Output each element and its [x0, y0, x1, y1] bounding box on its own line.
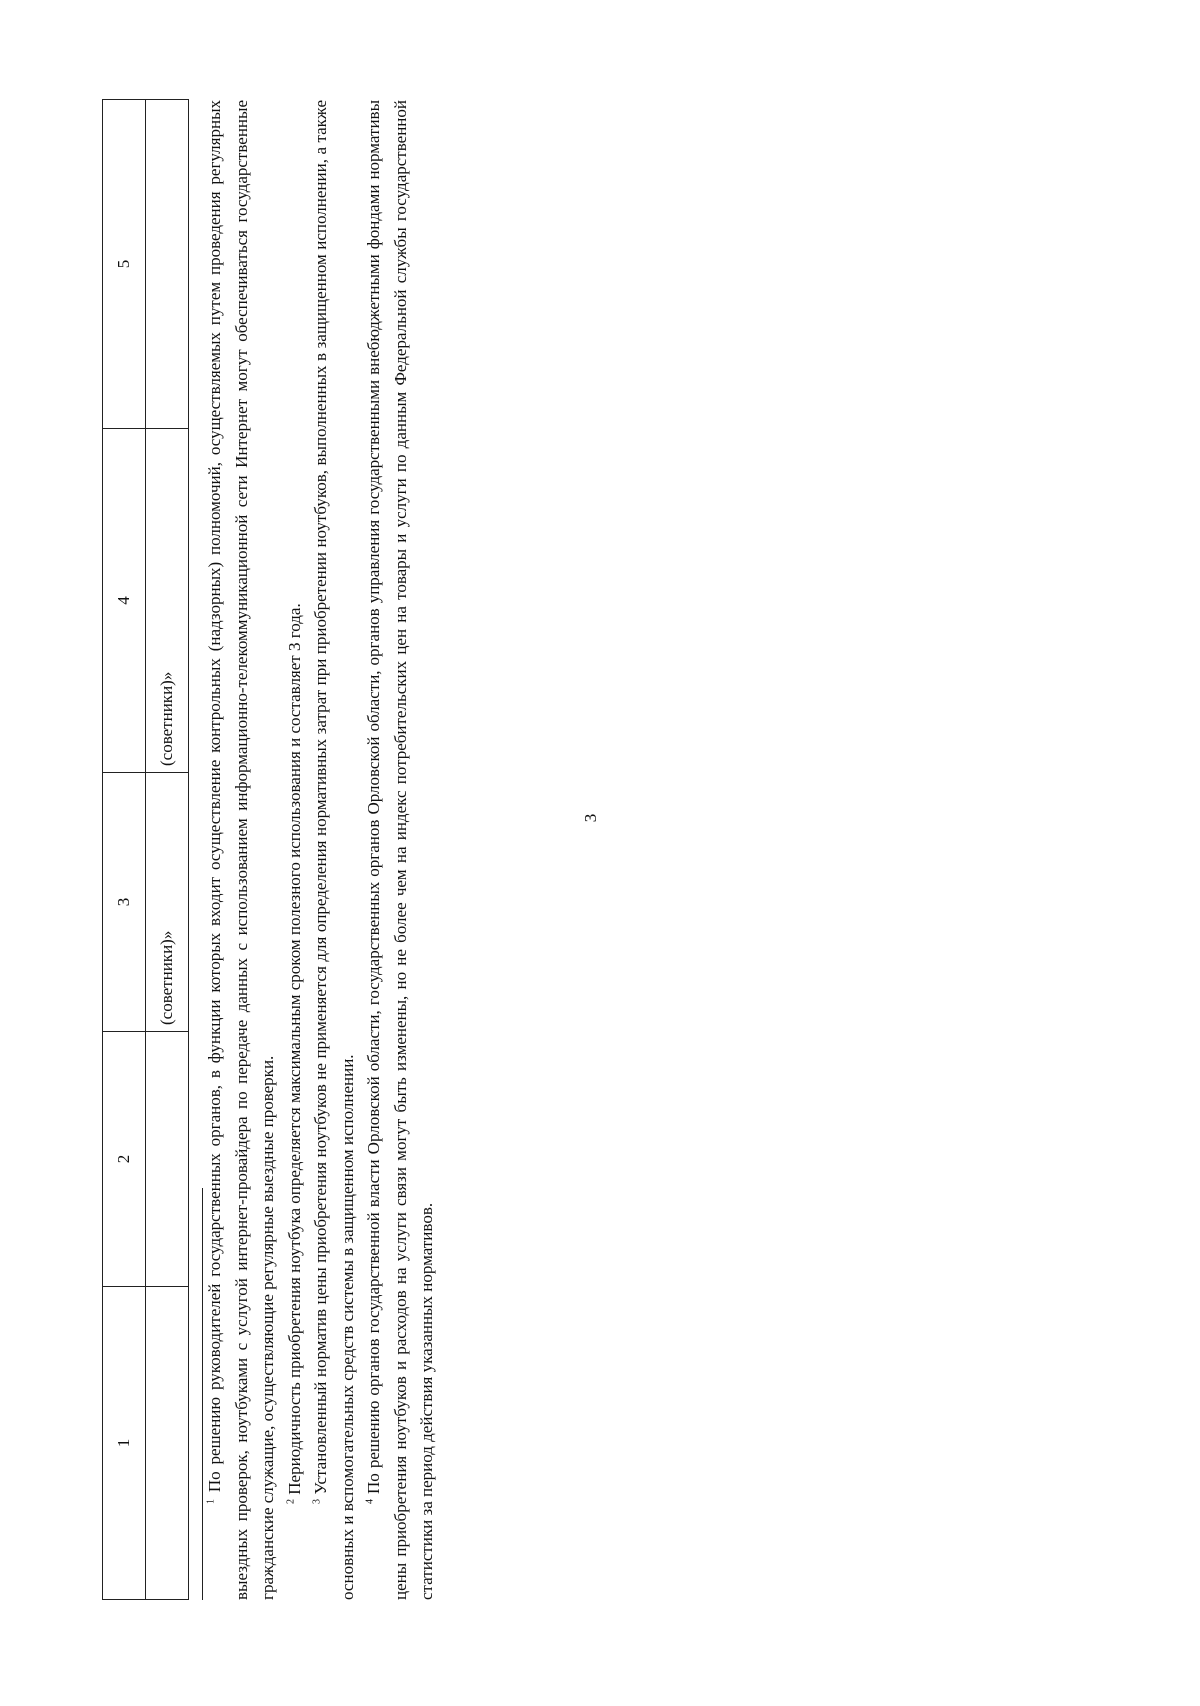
page-content	[102, 60, 522, 1620]
table-header-row	[103, 100, 146, 1600]
table-row	[146, 100, 189, 1600]
column-header: 1	[103, 1287, 146, 1600]
footnote-3	[308, 100, 361, 1600]
column-header: 3	[103, 773, 146, 1032]
column-header: 2	[103, 1032, 146, 1287]
footnote-4	[361, 100, 441, 1600]
data-table	[102, 99, 189, 1600]
footnote-mark: 4	[364, 1499, 376, 1504]
table-cell: (советники)»	[146, 773, 189, 1032]
footnote-text: Установленный норматив цены приобретения ноутбуков не применяется для определения нормативных затрат при приобретении ноутбуков, выполненных в защищенном исполнении, а также основных и вспомогательных средств системы в защищенном исполнении.	[311, 100, 357, 1600]
table-cell	[146, 1287, 189, 1600]
footnote-separator	[202, 1188, 203, 1600]
footnote-mark: 3	[311, 1499, 323, 1504]
footnote-text: Периодичность приобретения ноутбука определяется максимальным сроком полезного использования и составляет 3 года.	[284, 603, 304, 1495]
footnotes	[202, 100, 441, 1600]
footnote-mark: 1	[205, 1499, 217, 1504]
column-header: 4	[103, 429, 146, 773]
table-cell: (советники)»	[146, 429, 189, 773]
table-cell	[146, 100, 189, 429]
footnote-2	[282, 100, 309, 1600]
footnote-mark: 2	[284, 1499, 296, 1504]
footnote-text: По решению руководителей государственных органов, в функции которых входит осуществление контрольных (надзорных) полномочий, осуществляемых путем проведения регулярных выездных проверок, ноутбуками с услугой интернет-провайдера по передаче данных с использованием информационно-телекоммуникационной сети Интернет могут обеспечиваться государственные гражданские служащие, осуществляющие регулярные выездные проверки.	[205, 99, 277, 1600]
footnote-1	[202, 100, 282, 1600]
table-cell	[146, 1032, 189, 1287]
page-number: 3	[581, 813, 600, 823]
footnote-text: По решению органов государственной власти Орловской области, государственных органов Орловской области, органов управления государственными внебюджетными фондами нормативы цены приобретения ноутбуков и расходов на услуги связи могут быть изменены, но не более чем на индекс потребительских цен на товары и услуги по данным Федеральной службы государственной статистики за период действия указанных нормативов.	[364, 99, 436, 1600]
column-header: 5	[103, 100, 146, 429]
